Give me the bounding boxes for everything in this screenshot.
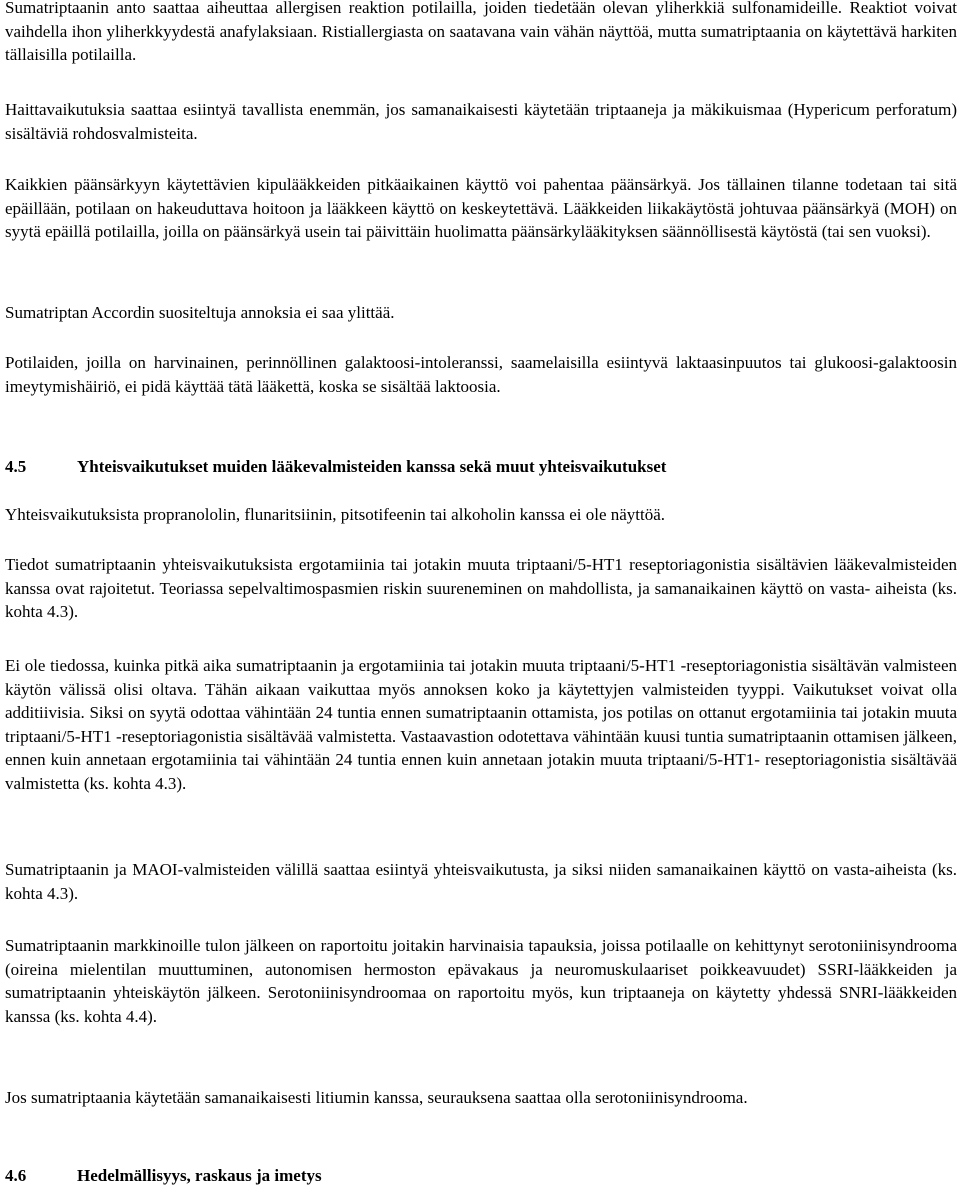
paragraph-no-interaction-evidence: Yhteisvaikutuksista propranololin, flunaritsiinin, pitsotifeenin tai alkoholin kanssa ei ole näyttöä. — [5, 505, 666, 524]
paragraph-maoi: Sumatriptaanin ja MAOI-valmisteiden välillä saattaa esiintyä yhteisvaikutusta, ja siksi niiden samanaikainen käyttö on vasta-aiheista (ks. kohta 4.3). — [5, 860, 957, 903]
section-heading-4-5 — [5, 455, 666, 479]
paragraph-ergotamine-timing: Ei ole tiedossa, kuinka pitkä aika sumatriptaanin ja ergotamiinia tai jotakin muuta triptaani/5-HT1 -reseptoriagonistia sisältävän valmisteen käytön välissä olisi oltava. Tähän aikaan vaikuttaa myös annoksen koko ja käytettyjen valmisteiden tyyppi. Vaikutukset voivat olla additiivisia. Siksi on syytä odottaa vähintään 24 tuntia ennen sumatriptaanin ottamista, jos potilas on ottanut ergotamiinia tai jotakin muuta triptaani/5-HT1 -reseptoriagonistia sisältävää valmistetta. Vastaavastion odotettava vähintään kuusi tuntia sumatriptaanin ottamisen jälkeen, ennen kuin annetaan ergotamiinia tai vähintään 24 tuntia ennen kuin annetaan jotakin muuta triptaani/5-HT1- reseptoriagonistia sisältävää valmistetta (ks. kohta 4.3). — [5, 656, 957, 793]
section-heading-4-6 — [5, 1164, 322, 1188]
paragraph-allergy: Sumatriptaanin anto saattaa aiheuttaa allergisen reaktion potilailla, joiden tiedetään olevan yliherkkiä sulfonamideille. Reaktiot voivat vaihdella ihon yliherkkyydestä anafylaksiaan. Ristiallergiasta on saatavana vain vähän näyttöä, mutta sumatriptaania on käytettävä harkiten tällaisilla potilailla. — [5, 0, 957, 65]
section-number: 4.5 — [5, 457, 27, 476]
paragraph-lactose: Potilaiden, joilla on harvinainen, perinnöllinen galaktoosi-intoleranssi, saamelaisilla esiintyvä laktaasinpuutos tai glukoosi-galaktoosin imeytymishäiriö, ei pidä käyttää tätä lääkettä, koska se sisältää laktoosia. — [5, 353, 957, 396]
paragraph-lithium: Jos sumatriptaania käytetään samanaikaisesti litiumin kanssa, seurauksena saattaa olla serotoniinisyndrooma. — [5, 1088, 748, 1107]
paragraph-hypericum: Haittavaikutuksia saattaa esiintyä tavallista enemmän, jos samanaikaisesti käytetään triptaaneja ja mäkikuismaa (Hypericum perforatum) sisältäviä rohdosvalmisteita. — [5, 100, 957, 143]
paragraph-dose-limit: Sumatriptan Accordin suositeltuja annoksia ei saa ylittää. — [5, 303, 395, 322]
section-title: Yhteisvaikutukset muiden lääkevalmisteiden kanssa sekä muut yhteisvaikutukset — [77, 457, 667, 476]
section-title: Hedelmällisyys, raskaus ja imetys — [77, 1166, 322, 1185]
section-number: 4.6 — [5, 1166, 27, 1185]
paragraph-serotonin-syndrome: Sumatriptaanin markkinoille tulon jälkeen on raportoitu joitakin harvinaisia tapauksia, joissa potilaalle on kehittynyt serotoniinisyndrooma (oireina mielentilan muuttuminen, autonomisen hermoston epävakaus ja neuromuskulaariset poikkeavuudet) SSRI-lääkkeiden ja sumatriptaanin yhteiskäytön jälkeen. Serotoniinisyndroomaa on raportoitu myös, kun triptaaneja on käytetty yhdessä SNRI-lääkkeiden kanssa (ks. kohta 4.4). — [5, 936, 957, 1026]
paragraph-ergotamine-limited-data: Tiedot sumatriptaanin yhteisvaikutuksista ergotamiinia tai jotakin muuta triptaani/5-HT1 reseptoriagonistia sisältävien lääkevalmisteiden kanssa ovat rajoitetut. Teoriassa sepelvaltimospasmien riskin suureneminen on mahdollista, ja samanaikainen käyttö on vasta- aiheista (ks. kohta 4.3). — [5, 555, 957, 622]
paragraph-headache-overuse: Kaikkien päänsärkyyn käytettävien kipulääkkeiden pitkäaikainen käyttö voi pahentaa päänsärkyä. Jos tällainen tilanne todetaan tai sitä epäillään, potilaan on hakeuduttava hoitoon ja lääkkeen käyttö on keskeytettävä. Lääkkeiden liikakäytöstä johtuvaa päänsärkyä (MOH) on syytä epäillä potilailla, joilla on päänsärkyä usein tai päivittäin huolimatta päänsärkylääkityksen säännöllisestä käytöstä (tai sen vuoksi). — [5, 175, 957, 242]
